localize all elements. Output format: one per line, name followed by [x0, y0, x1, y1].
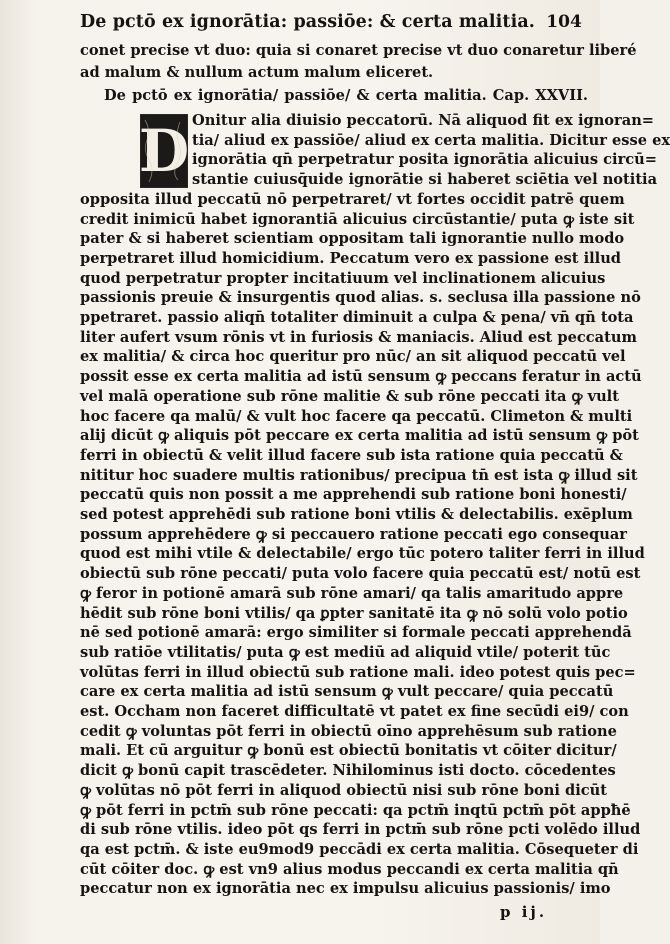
chapter-heading: De pctō ex ignorātia/ passiōe/ & certa malitia. Cap. XXVII.	[104, 87, 588, 104]
decorated-initial	[140, 114, 188, 188]
text-line: dicit ꝙ bonū capit trascēdeter. Nihilominus isti docto. cōcedentes	[80, 762, 616, 780]
text-line: volūtas ferri in illud obiectū sub ratione mali. ideo potest quis pec=	[80, 663, 636, 681]
signature-mark: p ij.	[500, 903, 548, 921]
text-line: sub ratiōe vtilitatis/ puta ꝙ est mediū ad aliquid vtile/ poterit tūc	[80, 643, 611, 661]
text-line: Onitur alia diuisio peccatorū. Nā aliquod fit ex ignoran=	[192, 112, 655, 129]
text-line: peccatū quis non possit a me apprehendi sub ratione boni honesti/	[80, 486, 627, 504]
text-line: alij dicūt ꝙ aliquis pōt peccare ex certa malitia ad istū sensum ꝙ pōt	[80, 427, 639, 445]
text-line: cūt cōiter doc. ꝙ est vn9 alius modus peccandi ex certa malitia qn̄	[80, 860, 619, 878]
text-line: ꝙ pōt ferri in pctm̄ sub rōne peccati: qa pctm̄ inqtū pctm̄ pōt appħē	[80, 801, 631, 819]
text-line: possit esse ex certa malitia ad istū sensum ꝙ peccans feratur in actū	[80, 368, 642, 386]
text-line: qa est pctm̄. & iste eu9mod9 peccādi ex certa malitia. Cōsequeter di	[80, 840, 639, 858]
text-line: ignorātia qn̄ perpetratur posita ignorātia alicuius circū=	[192, 151, 657, 169]
text-line: ꝙ feror in potionē amarā sub rōne amari/ qa talis amaritudo appre	[80, 584, 624, 602]
text-line: credit inimicū habet ignorantiā alicuius circūstantie/ puta ꝙ iste sit	[80, 210, 635, 228]
text-line: perpetraret illud homicidium. Peccatum vero ex passione est illud	[80, 249, 622, 267]
text-line: ꝙ volūtas nō pōt ferri in aliquod obiectū nisi sub rōne boni dicūt	[80, 781, 608, 799]
running-header	[80, 12, 582, 32]
text-line: hoc facere qa malū/ & vult hoc facere qa peccatū. Climeton & multi	[80, 407, 633, 425]
text-line: nē sed potionē amarā: ergo similiter si formale peccati apprehendā	[80, 624, 632, 642]
text-line: tia/ aliud ex passiōe/ aliud ex certa malitia. Dicitur esse ex	[192, 131, 670, 149]
running-title: De pctō ex ignorātia: passiōe: & certa malitia.	[80, 12, 535, 32]
text-line: opposita illud peccatū nō perpetraret/ vt fortes occidit patrē quem	[80, 190, 625, 208]
text-line: ppetraret. passio aliqn̄ totaliter diminuit a culpa & pena/ vn̄ qn̄ tota	[80, 309, 634, 326]
text-line: obiectū sub rōne peccati/ puta volo facere quia peccatū est/ notū est	[80, 565, 641, 583]
text-line: mali. Et cū arguitur ꝙ bonū est obiectū bonitatis vt cōiter dicitur/	[80, 742, 617, 760]
text-line: ad malum & nullum actum malum eliceret.	[80, 64, 434, 81]
text-line: est. Occham non faceret difficultatē vt patet ex fine secūdi ei9/ con	[80, 703, 629, 720]
initial-letter: D	[138, 117, 190, 185]
text-line: quod est mihi vtile & delectabile/ ergo tūc potero taliter ferri in illud	[80, 545, 645, 563]
text-line: hēdit sub rōne boni vtilis/ qa ꝑpter sanitatē ita ꝙ nō solū volo potio	[80, 604, 628, 622]
text-line: liter aufert vsum rōnis vt in furiosis & maniacis. Aliud est peccatum	[80, 328, 637, 346]
text-line: conet precise vt duo: quia si conaret precise vt duo conaretur liberé	[80, 42, 637, 59]
text-line: quod perpetratur propter incitatiuum vel inclinationem alicuius	[80, 269, 606, 287]
folio-number: 104	[546, 12, 582, 32]
text-line: pater & si haberet scientiam oppositam tali ignorantie nullo modo	[80, 230, 625, 248]
text-line: care ex certa malitia ad istū sensum ꝙ vult peccare/ quia peccatū	[80, 683, 614, 701]
text-line: ferri in obiectū & velit illud facere sub ista ratione quia peccatū &	[80, 446, 623, 464]
text-line: passionis preuie & insurgentis quod alias. s. seclusa illa passione nō	[80, 289, 641, 307]
text-line: stantie cuiusq̄uide ignorātie si haberet sciētia vel notitia	[192, 171, 658, 189]
text-line: possum apprehēdere ꝙ si peccauero ratione peccati ego consequar	[80, 525, 627, 543]
text-line: vel malā operatione sub rōne malitie & sub rōne peccati ita ꝙ vult	[80, 387, 619, 405]
text-line: sed potest apprehēdi sub ratione boni vtilis & delectabilis. exēplum	[80, 506, 633, 523]
text-line: ex malitia/ & circa hoc queritur pro nūc/ an sit aliquod peccatū vel	[80, 348, 626, 366]
text-line: cedit ꝙ voluntas pōt ferri in obiectū oīno apprehēsum sub ratione	[80, 722, 617, 740]
text-line: peccatur non ex ignorātia nec ex impulsu alicuius passionis/ imo	[80, 880, 611, 898]
text-line: nititur hoc suadere multis rationibus/ precipua tn̄ est ista ꝙ illud sit	[80, 466, 638, 484]
text-line: di sub rōne vtilis. ideo pōt qs ferri in pctm̄ sub rōne pcti volēdo illud	[80, 821, 641, 839]
